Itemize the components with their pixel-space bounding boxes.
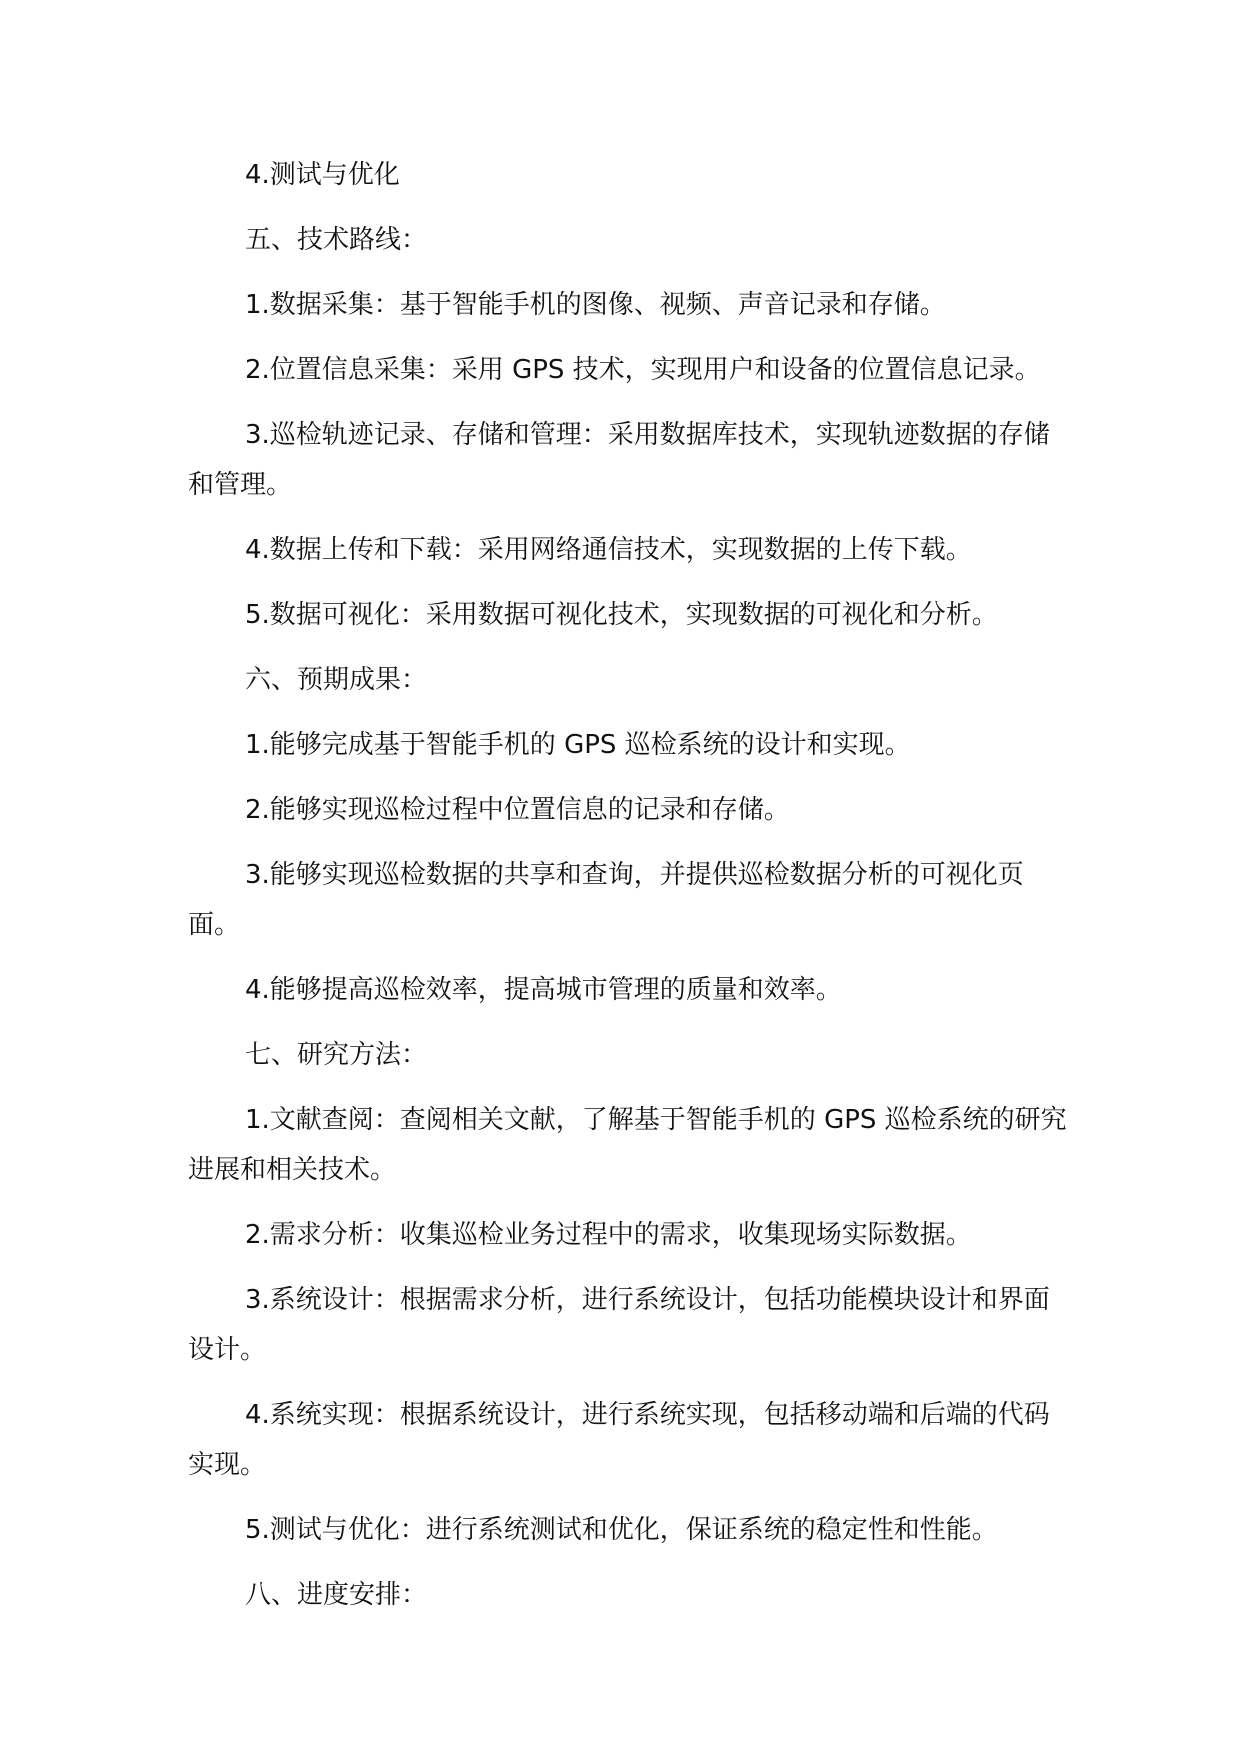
list-item: 4.能够提高巡检效率，提高城市管理的质量和效率。 <box>245 975 842 1005</box>
list-item: 2.需求分析：收集巡检业务过程中的需求，收集现场实际数据。 <box>245 1220 972 1250</box>
list-item: 2.位置信息采集：采用 GPS 技术，实现用户和设备的位置信息记录。 <box>245 355 1041 385</box>
list-item: 4.系统实现：根据系统设计，进行系统实现，包括移动端和后端的代码实现。 <box>188 1400 1050 1480</box>
section-heading-expected-results: 六、预期成果： <box>245 665 428 695</box>
section-heading-schedule: 八、进度安排： <box>245 1580 428 1610</box>
list-item: 3.能够实现巡检数据的共享和查询，并提供巡检数据分析的可视化页面。 <box>188 860 1024 940</box>
list-item: 2.能够实现巡检过程中位置信息的记录和存储。 <box>245 795 790 825</box>
list-item: 1.数据采集：基于智能手机的图像、视频、声音记录和存储。 <box>245 290 946 320</box>
list-item: 3.巡检轨迹记录、存储和管理：采用数据库技术，实现轨迹数据的存储和管理。 <box>188 420 1050 500</box>
list-item: 5.测试与优化：进行系统测试和优化，保证系统的稳定性和性能。 <box>245 1515 998 1545</box>
list-item: 1.文献查阅：查阅相关文献，了解基于智能手机的 GPS 巡检系统的研究进展和相关技术。 <box>188 1105 1067 1185</box>
list-item: 3.系统设计：根据需求分析，进行系统设计，包括功能模块设计和界面设计。 <box>188 1285 1050 1365</box>
list-item-testing-optimization: 4.测试与优化 <box>245 160 400 190</box>
section-heading-research-methods: 七、研究方法： <box>245 1040 428 1070</box>
list-item: 1.能够完成基于智能手机的 GPS 巡检系统的设计和实现。 <box>245 730 911 760</box>
section-heading-technical-route: 五、技术路线： <box>245 225 428 255</box>
list-item: 4.数据上传和下载：采用网络通信技术，实现数据的上传下载。 <box>245 535 972 565</box>
list-item: 5.数据可视化：采用数据可视化技术，实现数据的可视化和分析。 <box>245 600 998 630</box>
document-body <box>188 150 1068 1635</box>
